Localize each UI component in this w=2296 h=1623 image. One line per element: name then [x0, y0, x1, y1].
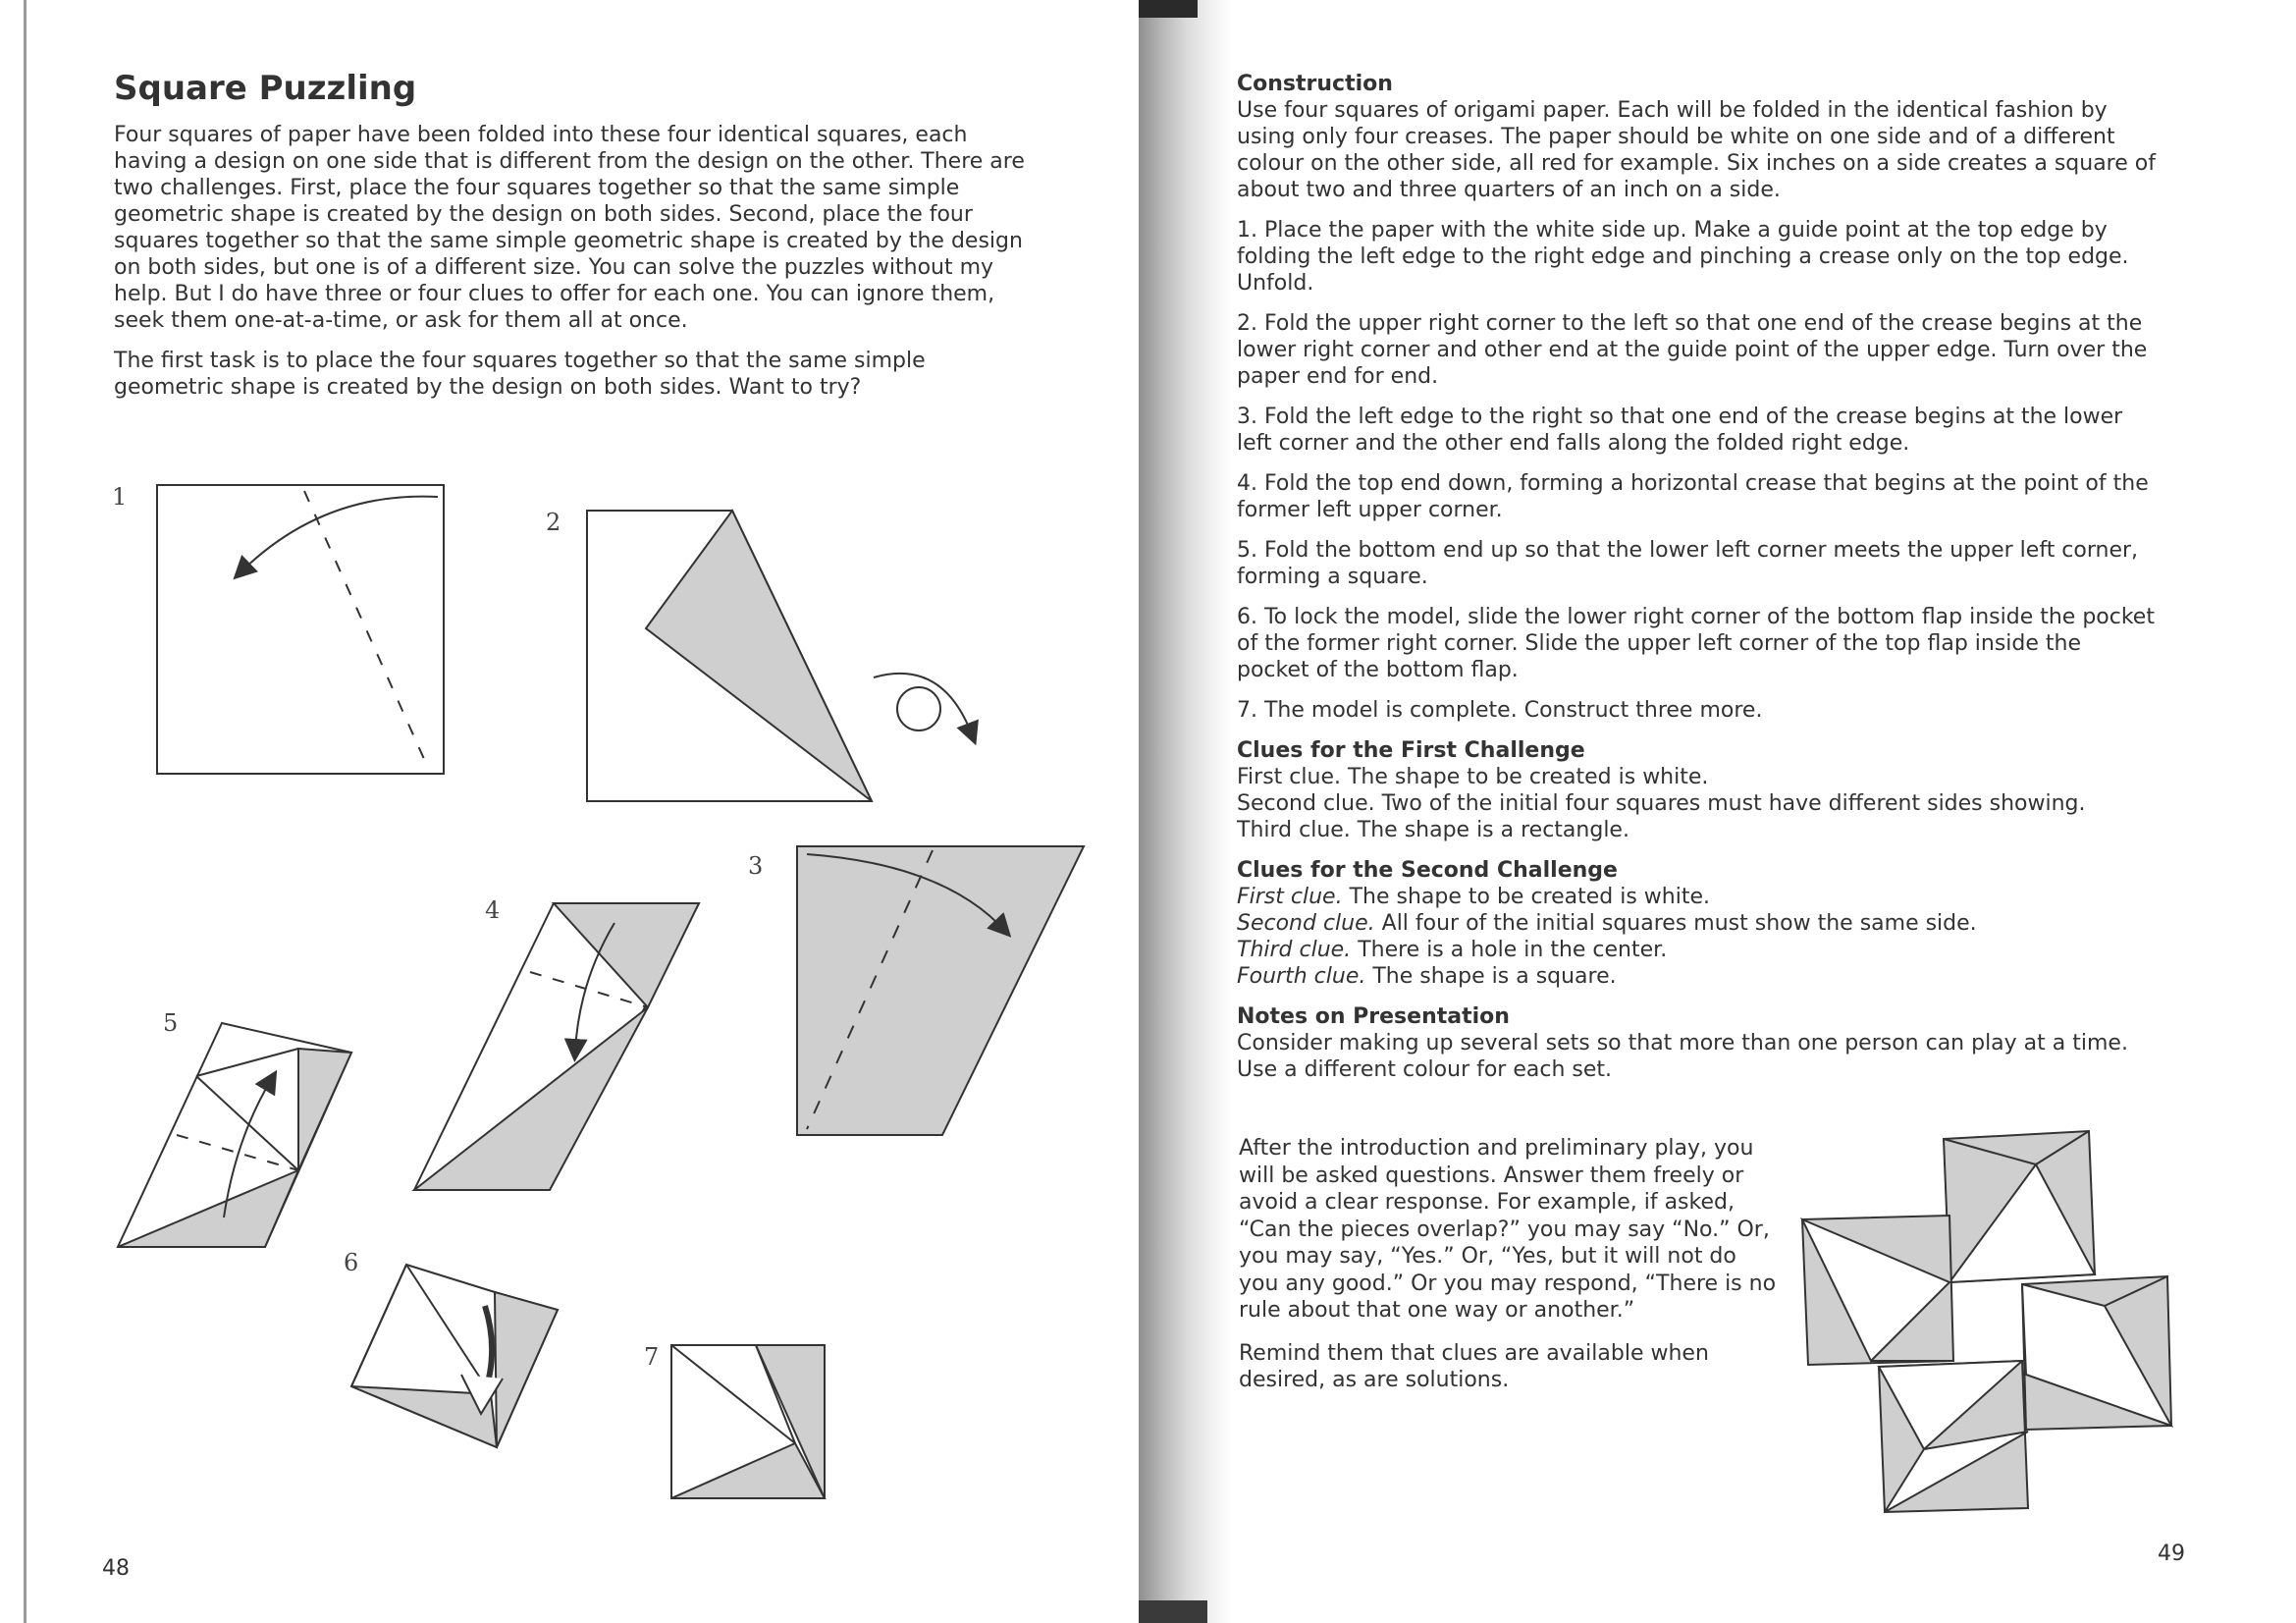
intro-paragraph: Four squares of paper have been folded into these four identical squares, each having a design on one side that is different from the design on the other. There are two challenges. First, place the four squares together so that the same simple geometric shape is created by the design on both sides. Second, place the four squares together so that the same simple geometric shape is created by the design on both sides, but one is of a different size. You can solve the puzzles without my help. But I do have three or four clues to offer for each one. You can ignore them, seek them one-at-a-time, or ask for them all at once.: [114, 123, 1025, 333]
second-challenge-clue-3: [1237, 937, 2160, 963]
second-challenge-clue-2: [1237, 910, 2160, 937]
step-label-7: 7: [644, 1343, 660, 1371]
clue-text: The shape is a square.: [1372, 964, 1617, 989]
clue-label: Fourth clue.: [1237, 964, 1366, 989]
first-challenge-heading: Clues for the First Challenge: [1237, 738, 1585, 763]
gutter-shadow-top: [1139, 0, 1198, 18]
step-5-diagram: [118, 1009, 351, 1247]
step-label-4: 4: [485, 896, 501, 924]
step-4-diagram: [414, 896, 699, 1190]
page-number-left: 48: [102, 1556, 130, 1581]
second-challenge-clue-4: [1237, 963, 2160, 990]
presentation-section: [1237, 1003, 2160, 1083]
step-text-3: 3. Fold the left edge to the right so that one end of the crease begins at the lower left corner and the other end falls along the folded right edge.: [1237, 405, 2123, 456]
second-challenge-clue-1: [1237, 884, 2160, 910]
step-text-5: 5. Fold the bottom end up so that the lower left corner meets the upper left corner, forming a square.: [1237, 538, 2139, 589]
step-2-diagram: [546, 509, 972, 801]
page-number-right: 49: [2158, 1542, 2185, 1566]
step-label-1: 1: [112, 483, 128, 511]
step-label-3: 3: [748, 852, 764, 880]
fold-diagrams: [0, 0, 1139, 1623]
after-section: [1239, 1135, 1779, 1410]
presentation-heading: Notes on Presentation: [1237, 1004, 1510, 1029]
presentation-text: Consider making up several sets so that more than one person can play at a time. Use a different colour for each set.: [1237, 1031, 2128, 1082]
clue-text: The shape to be created is white.: [1349, 885, 1711, 909]
first-challenge-section: [1237, 737, 2160, 843]
clue-label: First clue.: [1237, 885, 1343, 909]
remind-paragraph: Remind them that clues are available when desired, as are solutions.: [1239, 1340, 1709, 1392]
step-text-1: 1. Place the paper with the white side up. Make a guide point at the top edge by folding the left edge to the right edge and pinching a crease only on the top edge. Unfold.: [1237, 218, 2129, 296]
second-challenge-heading: Clues for the Second Challenge: [1237, 858, 1618, 883]
task-paragraph: The first task is to place the four squares together so that the same simple geometric shape is created by the design on both sides. Want to try?: [114, 349, 926, 400]
step-text-7: 7. The model is complete. Construct three more.: [1237, 698, 1763, 723]
step-label-5: 5: [163, 1009, 179, 1037]
step-7-diagram: [644, 1343, 825, 1498]
clue-text: There is a hole in the center.: [1358, 938, 1668, 962]
right-page-text: [1237, 71, 2160, 1097]
clue-label: Second clue.: [1237, 911, 1375, 936]
construction-heading: Construction: [1237, 72, 1393, 96]
step-text-2: 2. Fold the upper right corner to the left so that one end of the crease begins at the lower right corner and other end at the guide point of the upper edge. Turn over the paper end for end.: [1237, 311, 2148, 389]
step-text-4: 4. Fold the top end down, forming a horizontal crease that begins at the point of the former left upper corner.: [1237, 471, 2149, 522]
first-challenge-clue-2: Second clue. Two of the initial four squares must have different sides showing.: [1237, 791, 2086, 816]
page-title: Square Puzzling: [114, 69, 417, 108]
step-3-diagram: [748, 846, 1084, 1135]
clue-label: Third clue.: [1237, 938, 1352, 962]
first-challenge-clue-1: First clue. The shape to be created is white.: [1237, 765, 1709, 789]
second-challenge-section: [1237, 857, 2160, 990]
construction-text: Use four squares of origami paper. Each will be folded in the identical fashion by using only four creases. The paper should be white on one side and of a different colour on the other side, all red for example. Six inches on a side creates a square of about two and three quarters of an inch on a side.: [1237, 98, 2156, 202]
step-label-2: 2: [546, 509, 561, 536]
gutter-shadow-bottom: [1139, 1600, 1207, 1623]
step-6-diagram: [344, 1249, 558, 1447]
construction-section: [1237, 71, 2160, 203]
clue-text: All four of the initial squares must show the same side.: [1381, 911, 1977, 936]
first-challenge-clue-3: Third clue. The shape is a rectangle.: [1237, 818, 1629, 842]
step-text-6: 6. To lock the model, slide the lower right corner of the bottom flap inside the pocket of the former right corner. Slide the upper left corner of the top flap inside the pocket of the bottom flap.: [1237, 605, 2155, 682]
after-paragraph: After the introduction and preliminary play, you will be asked questions. Answer them freely or avoid a clear response. For example, if asked, “Can the pieces overlap?” you may say “No.” Or, you may say, “Yes.” Or, “Yes, but it will not do you any good.” Or you may respond, “There is no rule about that one way or another.”: [1239, 1136, 1777, 1323]
step-label-6: 6: [344, 1249, 359, 1276]
step-1-diagram: [112, 483, 444, 774]
